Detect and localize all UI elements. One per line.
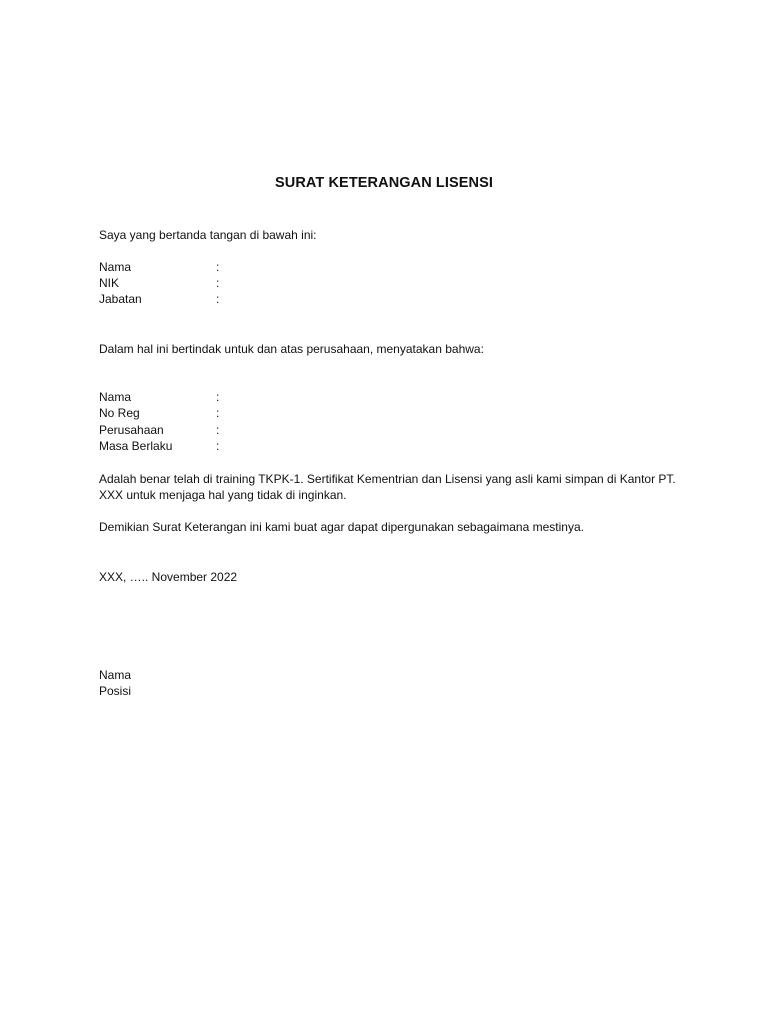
field-label: Nama <box>99 260 132 274</box>
field-colon: : <box>216 276 220 290</box>
field-colon: : <box>216 423 220 437</box>
field-label: Jabatan <box>99 292 142 306</box>
intro-text: Saya yang bertanda tangan di bawah ini: <box>99 228 317 242</box>
field-colon: : <box>216 439 220 453</box>
field-colon: : <box>216 260 220 274</box>
field-colon: : <box>216 406 220 420</box>
document-title: SURAT KETERANGAN LISENSI <box>274 175 494 191</box>
field-label: Perusahaan <box>99 423 164 437</box>
field-colon: : <box>216 390 220 404</box>
place-date: XXX, ….. November 2022 <box>99 570 238 584</box>
field-colon: : <box>216 292 220 306</box>
field-label: Masa Berlaku <box>99 439 173 453</box>
body-line-1: Adalah benar telah di training TKPK-1. Sertifikat Kementrian dan Lisensi yang asli kami simpan di Kantor PT. <box>99 472 676 486</box>
field-label: NIK <box>99 276 120 290</box>
field-label: Nama <box>99 390 132 404</box>
statement-text: Dalam hal ini bertindak untuk dan atas perusahaan, menyatakan bahwa: <box>99 342 484 356</box>
closing-text: Demikian Surat Keterangan ini kami buat agar dapat dipergunakan sebagaimana mestinya. <box>99 520 584 534</box>
signature-position: Posisi <box>99 684 132 698</box>
signature-name: Nama <box>99 668 132 682</box>
body-line-2: XXX untuk menjaga hal yang tidak di inginkan. <box>99 488 347 502</box>
field-label: No Reg <box>99 406 140 420</box>
